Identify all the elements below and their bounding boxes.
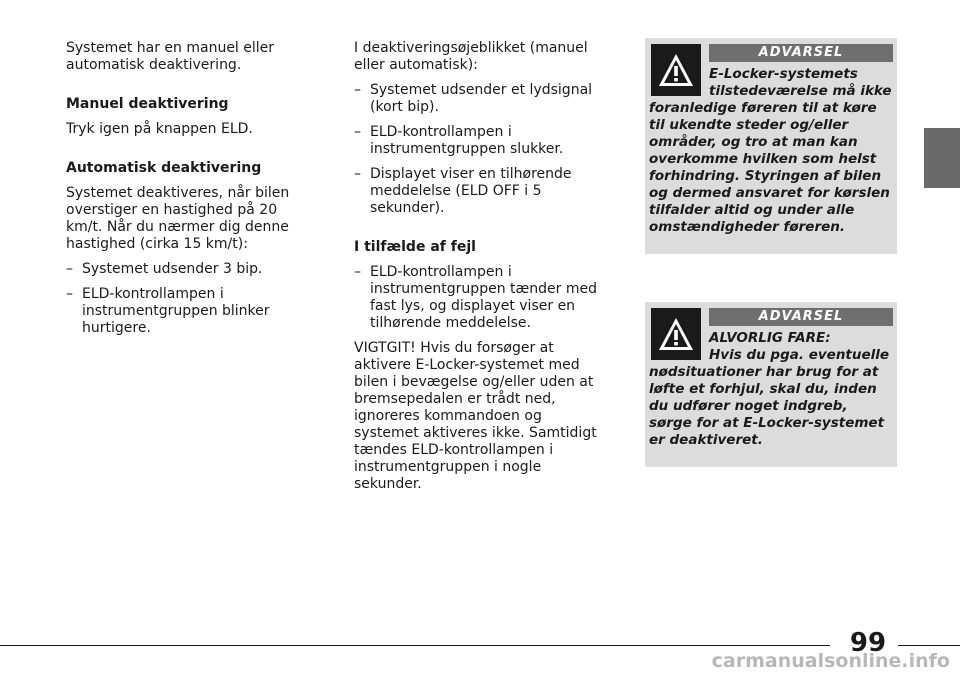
- intro-text: Systemet har en manuel eller automatisk deaktivering.: [66, 40, 275, 73]
- section-tab: [924, 128, 960, 188]
- warning-triangle-icon: [651, 308, 701, 360]
- warning-lead: ALVORLIG FARE:: [709, 330, 831, 346]
- list-item: – ELD-kontrollampen i instrumentgruppen tænder med fast lys, og displayet viser en tilhørende meddelelse.: [354, 264, 597, 331]
- warning-body: foranledige føreren til at køre til ukendte steder og/eller områder, og tro at man kan overkomme hvilken som helst forhindring. Styringen af bilen og dermed ansvaret for kørslen tilfalder altid og under alle omstændigheder føreren.: [649, 100, 890, 235]
- list-item: – ELD-kontrollampen i instrumentgruppen slukker.: [354, 124, 564, 157]
- warning-box: [645, 302, 897, 467]
- manual-text: Tryk igen på knappen ELD.: [66, 121, 253, 137]
- middle-column: [354, 40, 610, 501]
- warning-body: nødsituationer har brug for at løfte et forhjul, skal du, inden du udfører noget indgreb, sørge for at E-Locker-systemet er deaktiveret.: [649, 364, 885, 448]
- watermark: carmanualsonline.info: [711, 650, 950, 672]
- list-item: – Systemet udsender 3 bip.: [66, 261, 263, 277]
- important-text: VIGTGIT! Hvis du forsøger at aktivere E-Locker-systemet med bilen i bevægelse og/eller uden at bremsepedalen er trådt ned, ignoreres kommandoen og systemet aktiveres ikke. Samtidigt tændes ELD-kontrollampen i instrumentgruppen i nogle sekunder.: [354, 340, 597, 492]
- footer-rule: [898, 645, 960, 646]
- footer-rule: [0, 645, 830, 646]
- list-item: – Systemet udsender et lydsignal (kort bip).: [354, 82, 593, 115]
- warning-box: [645, 38, 897, 254]
- warning-title: ADVARSEL: [709, 308, 893, 326]
- page-number: 99: [849, 628, 887, 658]
- warning-title: ADVARSEL: [709, 44, 893, 62]
- heading-fault: I tilfælde af fejl: [354, 239, 476, 255]
- automatic-text: Systemet deaktiveres, når bilen overstiger en hastighed på 20 km/t. Når du nærmer dig denne hastighed (cirka 15 km/t):: [66, 185, 290, 252]
- warning-lead-2: Hvis du pga. eventuelle: [709, 347, 890, 363]
- warning-lead: E-Locker-systemets tilstedeværelse må ikke: [709, 66, 892, 99]
- heading-manual: Manuel deaktivering: [66, 96, 229, 112]
- warning-triangle-icon: [651, 44, 701, 96]
- left-column: [66, 40, 316, 345]
- list-item: – Displayet viser en tilhørende meddelelse (ELD OFF i 5 sekunder).: [354, 166, 572, 216]
- intro-text: I deaktiveringsøjeblikket (manuel eller automatisk):: [354, 40, 588, 73]
- list-item: – ELD-kontrollampen i instrumentgruppen blinker hurtigere.: [66, 286, 270, 336]
- heading-automatic: Automatisk deaktivering: [66, 160, 262, 176]
